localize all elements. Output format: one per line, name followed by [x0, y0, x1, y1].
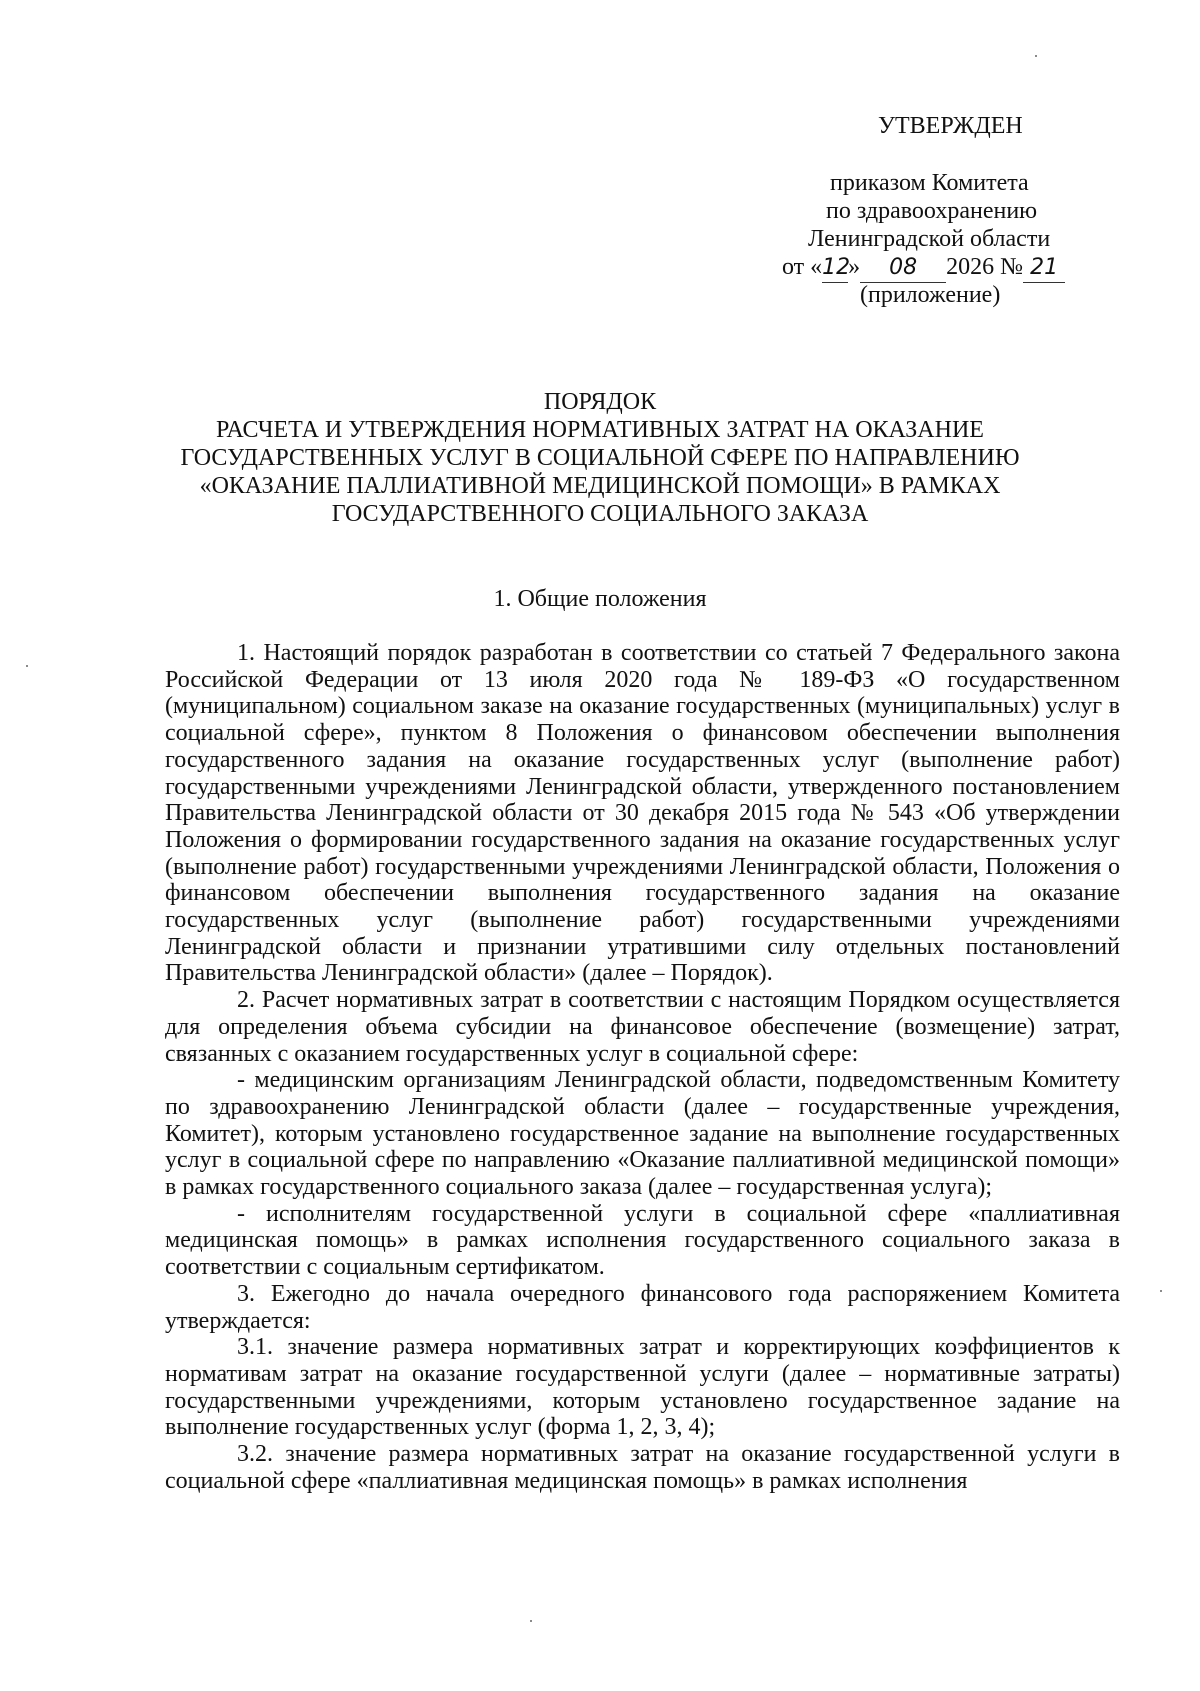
document-title: ПОРЯДОК — [543, 389, 657, 415]
scan-dot — [26, 665, 28, 667]
document-subtitle-line: ГОСУДАРСТВЕННЫХ УСЛУГ В СОЦИАЛЬНОЙ СФЕРЕ ПО НАПРАВЛЕНИЮ — [180, 445, 1020, 471]
approval-committee-line: по здравоохранению — [826, 198, 1038, 224]
paragraph: 3.2. значение размера нормативных затрат на оказание государственной услуги в социальной сфере «паллиативная медицинская помощь» в рамках исполнения — [165, 1441, 1120, 1494]
date-prefix: от « — [782, 254, 823, 280]
approval-region-line: Ленинградской области — [808, 226, 1051, 252]
paragraph: 2. Расчет нормативных затрат в соответствии с настоящим Порядком осуществляется для определения объема субсидии на финансовое обеспечение (возмещение) затрат, связанных с оказанием государственных услуг в социальной сфере: — [165, 987, 1120, 1067]
handwritten-order-number: 21 — [1023, 254, 1065, 283]
approval-title: УТВЕРЖДЕН — [878, 113, 1023, 139]
document-body — [165, 640, 1120, 1495]
scan-dot — [1035, 55, 1037, 57]
approval-order-line: приказом Комитета — [830, 170, 1029, 196]
scan-dot — [1160, 1290, 1162, 1292]
paragraph: 3.1. значение размера нормативных затрат и корректирующих коэффициентов к нормативам затрат на оказание государственной услуги (далее – нормативные затраты) государственными учреждениями, которым установлено государственное задание на выполнение государственных услуг (форма 1, 2, 3, 4); — [165, 1334, 1120, 1441]
document-subtitle-line: РАСЧЕТА И УТВЕРЖДЕНИЯ НОРМАТИВНЫХ ЗАТРАТ НА ОКАЗАНИЕ — [216, 417, 984, 443]
paragraph: - медицинским организациям Ленинградской области, подведомственным Комитету по здравоохранению Ленинградской области (далее – государственные учреждения, Комитет), которым установлено государственное задание на выполнение государственных услуг в социальной сфере по направлению «Оказание паллиативной медицинской помощи» в рамках государственного социального заказа (далее – государственная услуга); — [165, 1067, 1120, 1201]
approval-date-line — [782, 253, 1065, 283]
handwritten-day: 12 — [822, 254, 848, 283]
date-quote-close: » — [848, 254, 861, 280]
document-subtitle-line: «ОКАЗАНИЕ ПАЛЛИАТИВНОЙ МЕДИЦИНСКОЙ ПОМОЩИ» В РАМКАХ — [199, 473, 1001, 499]
document-subtitle-line: ГОСУДАРСТВЕННОГО СОЦИАЛЬНОГО ЗАКАЗА — [331, 501, 869, 527]
document-title-block — [130, 388, 1070, 528]
paragraph: 3. Ежегодно до начала очередного финансового года распоряжением Комитета утверждается: — [165, 1280, 1120, 1334]
scan-dot — [530, 1620, 532, 1622]
section-heading: 1. Общие положения — [493, 586, 707, 612]
handwritten-month: 08 — [860, 254, 946, 283]
paragraph: 1. Настоящий порядок разработан в соответствии со статьей 7 Федерального закона Российской Федерации от 13 июля 2020 года № 189-ФЗ «О государственном (муниципальном) социальном заказе на оказание государственных (муниципальных) услуг в социальной сфере», пунктом 8 Положения о финансовом обеспечении выполнения государственного задания на оказание государственных услуг (выполнение работ) государственными учреждениями Ленинградской области, утвержденного постановлением Правительства Ленинградской области от 30 декабря 2015 года № 543 «Об утверждении Положения о формировании государственного задания на оказание государственных услуг (выполнение работ) государственными учреждениями Ленинградской области, Положения о финансовом обеспечении выполнения государственного задания на оказание государственных услуг (выполнение работ) государственными учреждениями Ленинградской области и признании утратившими силу отдельных постановлений Правительства Ленинградской области» (далее – Порядок). — [165, 640, 1120, 987]
date-year: 2026 № — [946, 254, 1024, 280]
paragraph: - исполнителям государственной услуги в социальной сфере «паллиативная медицинская помощь» в рамках исполнения государственного социального заказа в соответствии с социальным сертификатом. — [165, 1200, 1120, 1281]
approval-attachment-line: (приложение) — [860, 282, 1001, 308]
